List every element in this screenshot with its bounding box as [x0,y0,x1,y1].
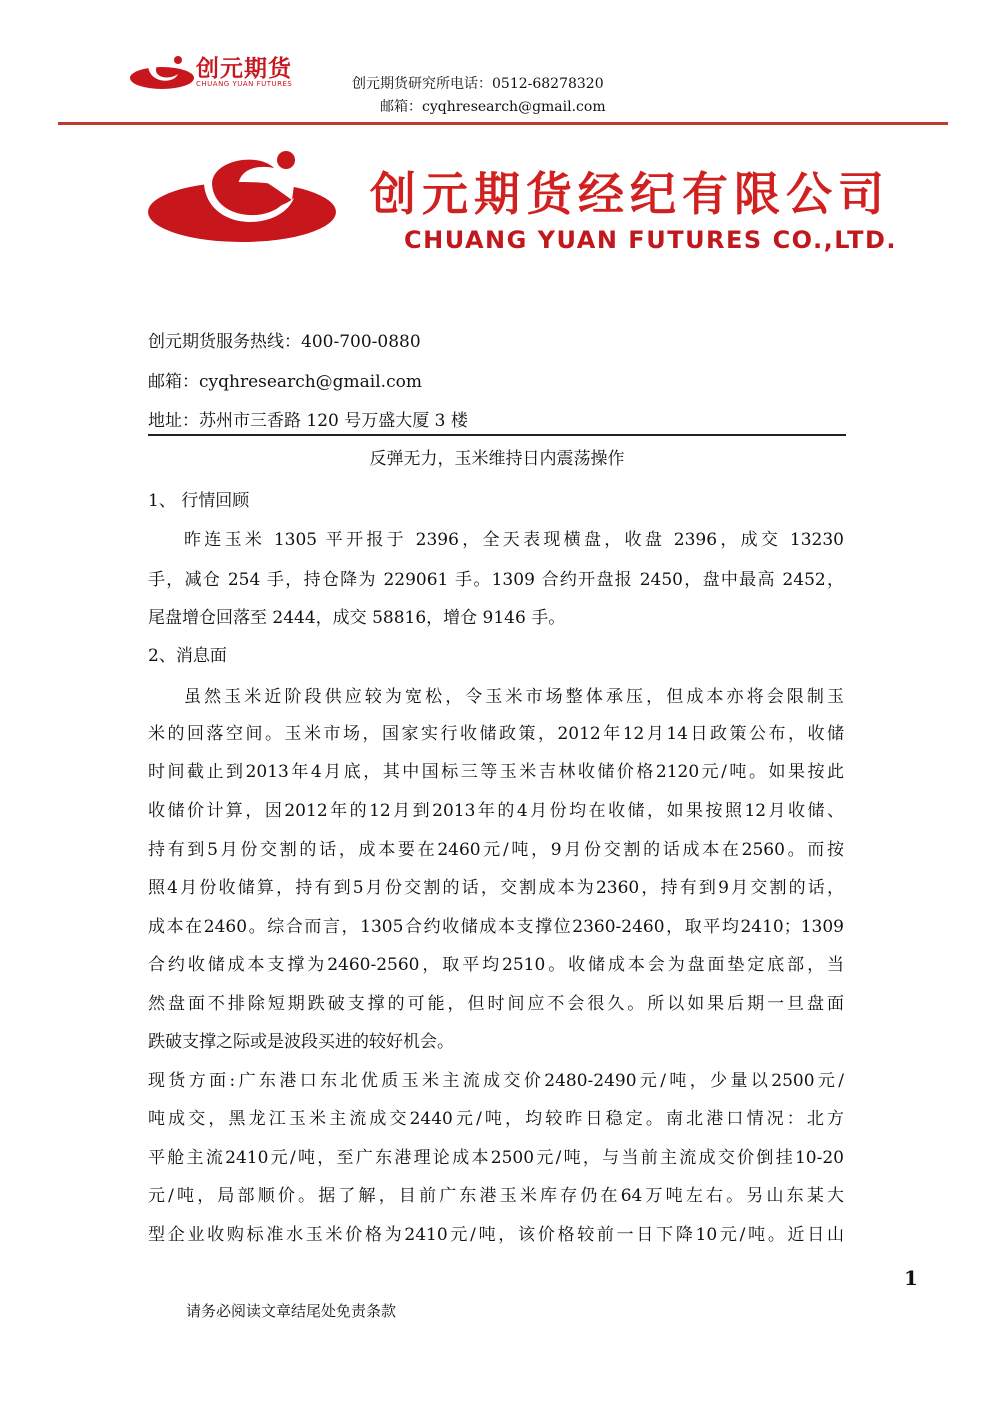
header-divider [58,122,948,125]
service-hotline: 创元期货服务热线：400-700-0880 [148,332,421,352]
paragraph-line: 照4月份收储算，持有到5月份交割的话，交割成本为2360，持有到9月交割的话， [148,878,844,898]
contact-address: 地址：苏州市三香路 120 号万盛大厦 3 楼 [148,411,468,431]
small-logo-en: CHUANG YUAN FUTURES [196,80,293,88]
spot-line: 型企业收购标准水玉米价格为2410元/吨，该价格较前一日下降10元/吨。近日山 [148,1225,844,1245]
company-logo-icon [146,140,338,250]
paragraph-line: 虽然玉米近阶段供应较为宽松，令玉米市场整体承压，但成本亦将会限制玉 [184,687,844,707]
section-heading-news: 2、消息面 [148,646,227,666]
paragraph-line: 收储价计算，因2012年的12月到2013年的4月份均在收储，如果按照12月收储、 [148,801,844,821]
section-heading-market-review: 1、 行情回顾 [148,491,250,511]
paragraph-line: 尾盘增仓回落至 2444，成交 58816，增仓 9146 手。 [148,608,566,628]
paragraph-line: 成本在2460。综合而言，1305合约收储成本支撑位2360-2460，取平均2410；1309 [148,917,844,937]
small-logo-cn: 创元期货 [196,56,292,82]
article-title: 反弹无力，玉米维持日内震荡操作 [369,449,625,469]
disclaimer-note: 请务必阅读文章结尾处免责条款 [186,1302,397,1320]
spot-line: 平舱主流2410元/吨，至广东港理论成本2500元/吨，与当前主流成交价倒挂10-20 [148,1148,844,1168]
section-divider [148,434,846,436]
spot-line: 吨成交，黑龙江玉米主流成交2440元/吨，均较昨日稳定。南北港口情况：北方 [148,1109,844,1129]
paragraph-line: 然盘面不排除短期跌破支撑的可能，但时间应不会很久。所以如果后期一旦盘面 [148,994,844,1014]
paragraph-line: 米的回落空间。玉米市场，国家实行收储政策，2012年12月14日政策公布，收储 [148,724,844,744]
header-email: 邮箱：cyqhresearch@gmail.com [380,99,606,115]
company-name-en: CHUANG YUAN FUTURES CO.,LTD. [404,226,898,254]
spot-line: 现货方面:广东港口东北优质玉米主流成交价2480-2490元/吨，少量以2500元/ [148,1071,844,1091]
spot-line: 元/吨，局部顺价。据了解，目前广东港玉米库存仍在64万吨左右。另山东某大 [148,1186,844,1206]
paragraph-line: 昨连玉米 1305 平开报于 2396，全天表现横盘，收盘 2396，成交 13230 [184,530,844,550]
company-name-cn: 创元期货经纪有限公司 [370,167,890,221]
paragraph-line: 时间截止到2013年4月底，其中国标三等玉米吉林收储价格2120元/吨。如果按此 [148,762,844,782]
page-number: 1 [904,1266,918,1290]
paragraph-line: 持有到5月份交割的话，成本要在2460元/吨，9月份交割的话成本在2560。而按 [148,840,844,860]
paragraph-line: 合约收储成本支撑为2460-2560，取平均2510。收储成本会为盘面垫定底部，当 [148,955,844,975]
paragraph-line: 跌破支撑之际或是波段买进的较好机会。 [148,1032,454,1052]
contact-email: 邮箱：cyqhresearch@gmail.com [148,372,422,392]
paragraph-line: 手，减仓 254 手，持仓降为 229061 手。1309 合约开盘报 2450，盘中最高 2452， [148,570,844,590]
header-phone: 创元期货研究所电话：0512-68278320 [352,76,604,92]
